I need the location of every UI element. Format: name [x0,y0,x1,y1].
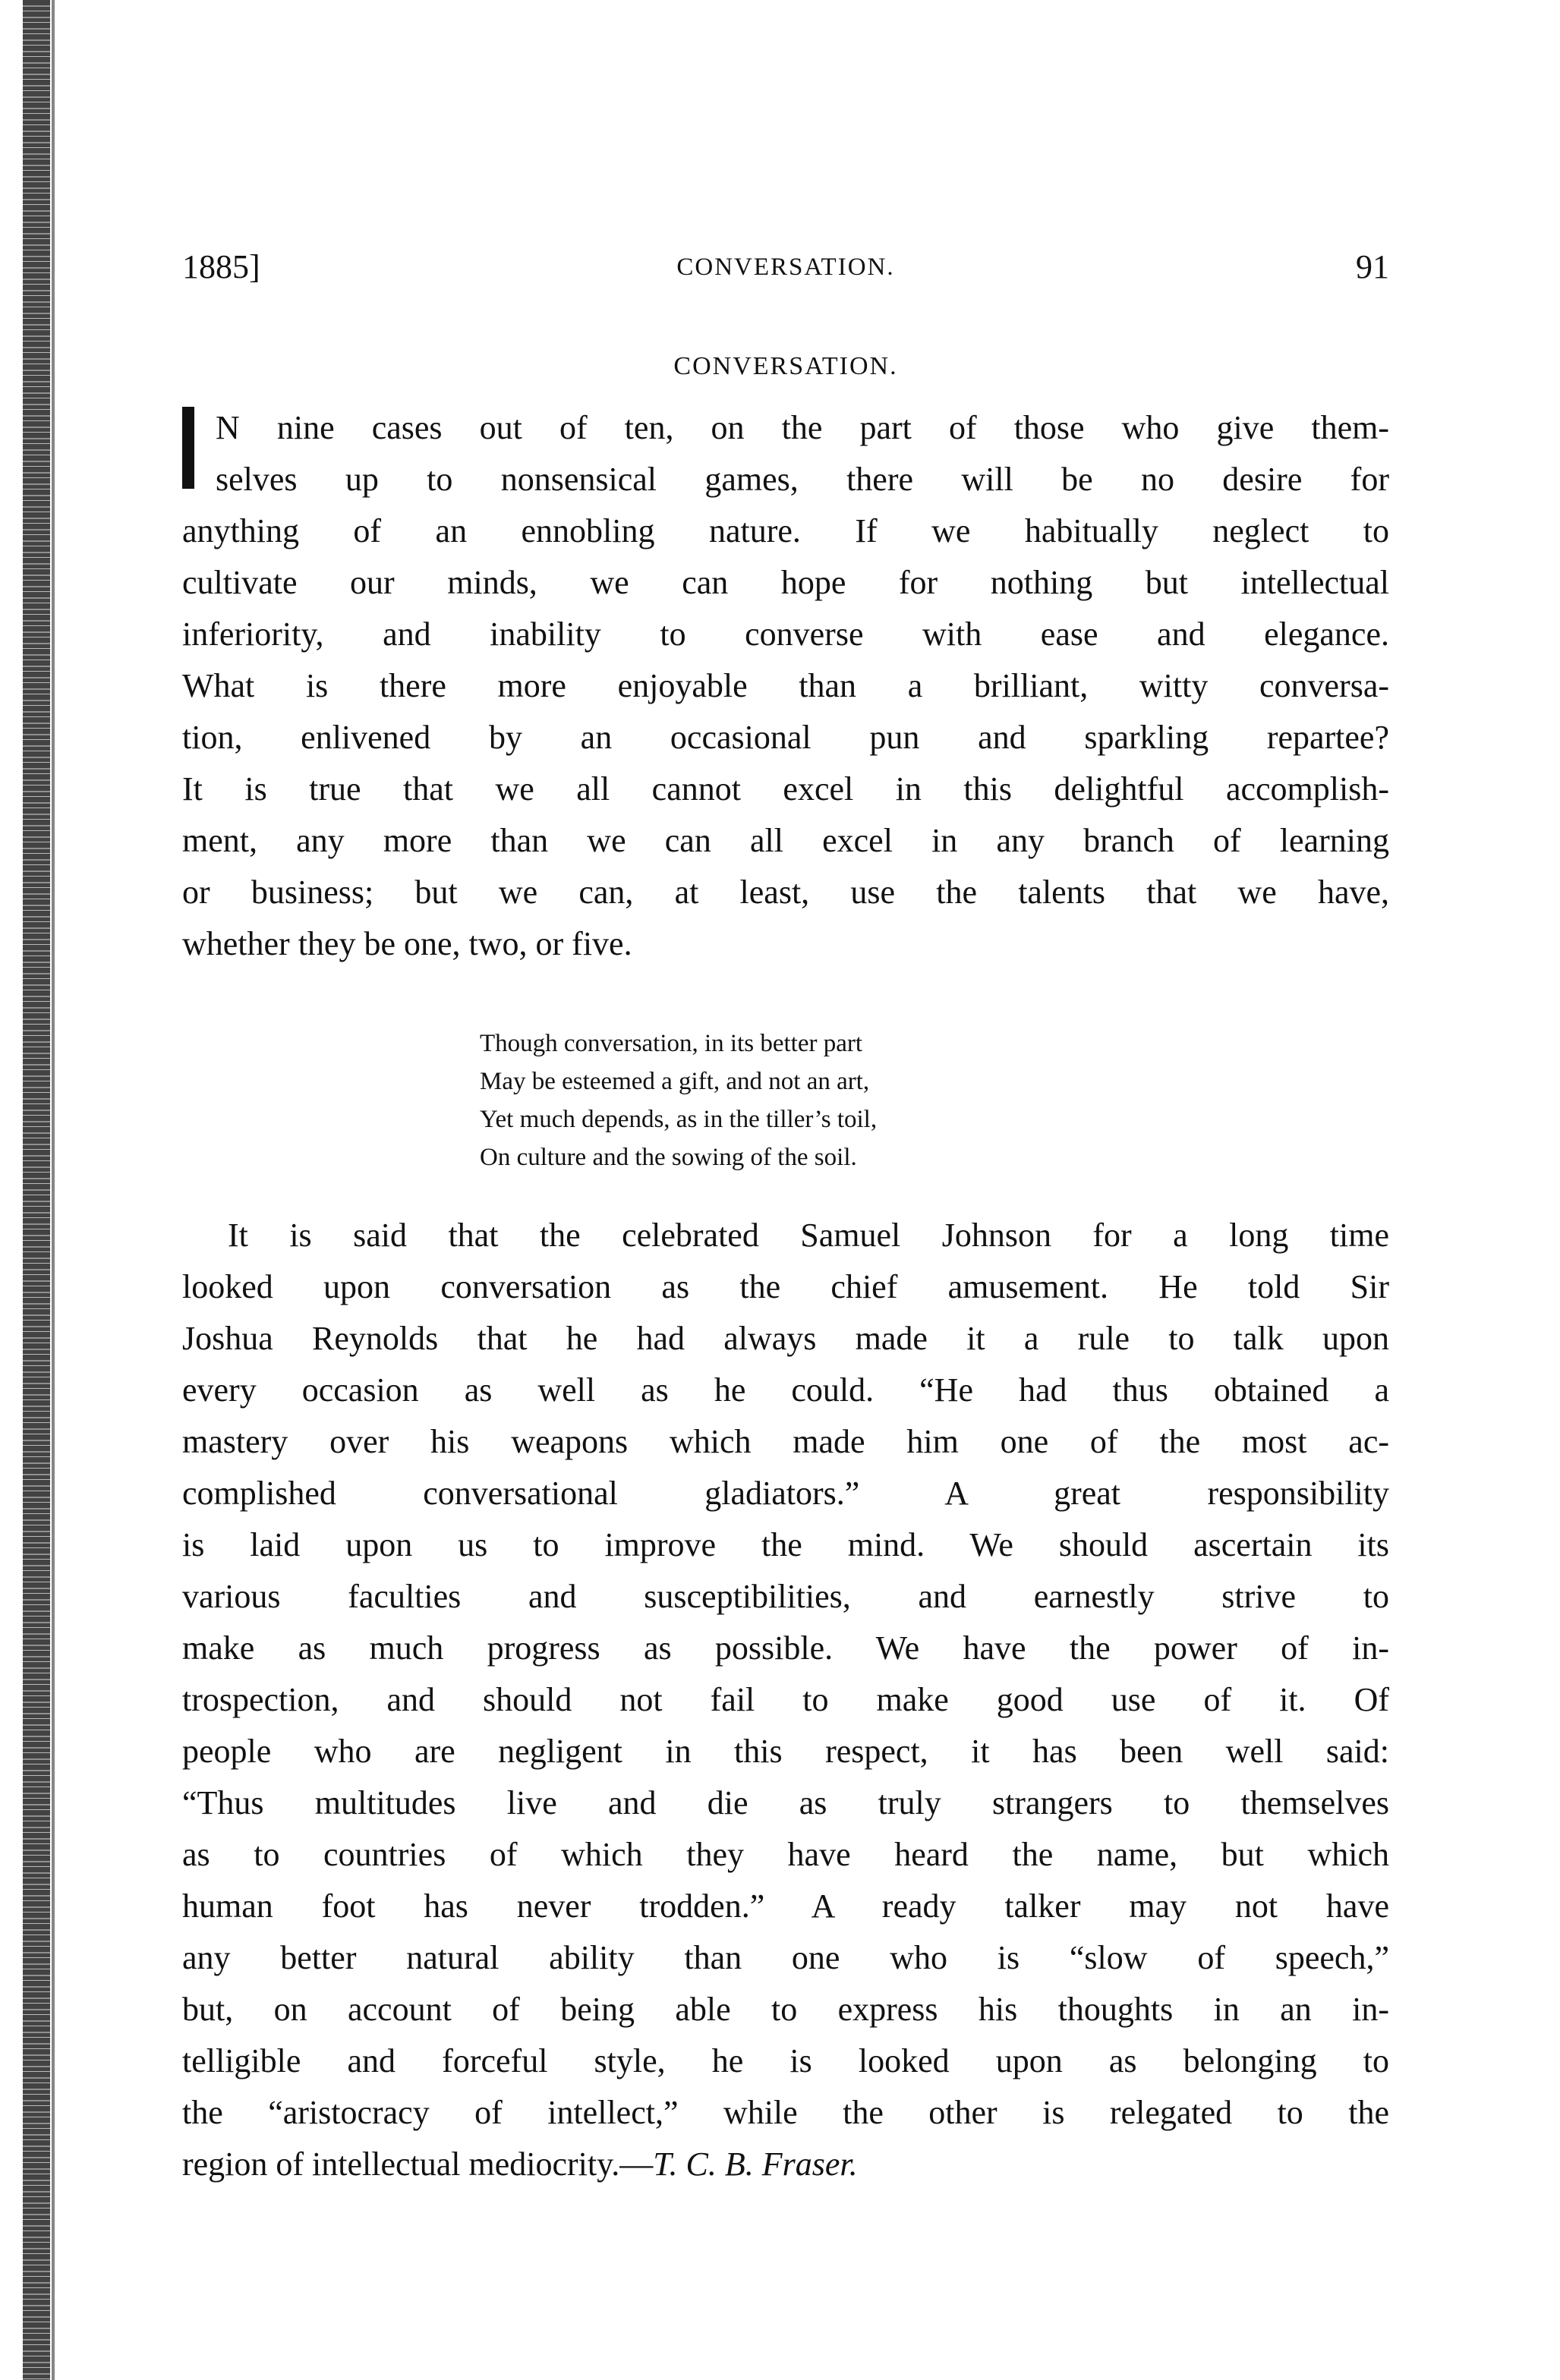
page-binding-edge [23,0,50,2380]
initial-letter-i [182,407,194,489]
paragraph-2-line: any better natural ability than one who is “slow of speech,” [182,1939,1389,1976]
paragraph-2-line: telligible and forceful style, he is looked upon as belonging to [182,2042,1389,2079]
paragraph-2-line: various faculties and susceptibilities, and earnestly strive to [182,1578,1389,1615]
verse-line: Yet much depends, as in the tiller’s toil, [480,1106,878,1133]
paragraph-2-line: people who are negligent in this respect, it has been well said: [182,1733,1389,1770]
paragraph-2-line: Joshua Reynolds that he had always made it a rule to talk upon [182,1320,1389,1357]
paragraph-1-line: selves up to nonsensical games, there will be no desire for [216,461,1389,498]
verse-quotation [480,1025,1087,1188]
paragraph-1-line: tion, enlivened by an occasional pun and sparkling repartee? [182,719,1389,756]
paragraph-2-line: complished conversational gladiators.” A great responsibility [182,1475,1389,1512]
running-head [182,244,1389,290]
paragraph-1 [182,402,1389,987]
paragraph-2-line: is laid upon us to improve the mind. We should ascertain its [182,1526,1389,1563]
paragraph-1-line: whether they be one, two, or five. [182,925,632,962]
paragraph-2-closing-line [182,2139,1389,2190]
paragraph-2-line: every occasion as well as he could. “He had thus obtained a [182,1371,1389,1409]
paragraph-1-line: cultivate our minds, we can hope for nothing but intellectual [182,564,1389,601]
running-head-title: CONVERSATION. [676,253,895,281]
paragraph-1-line: N nine cases out of ten, on the part of those who give them- [216,409,1389,446]
paragraph-2-line: as to countries of which they have heard the name, but which [182,1836,1389,1873]
paragraph-2-line: looked upon conversation as the chief amusement. He told Sir [182,1268,1389,1305]
article-title: CONVERSATION. [673,352,898,380]
paragraph-1-line: What is there more enjoyable than a brilliant, witty conversa- [182,667,1389,704]
paragraph-2-line: human foot has never trodden.” A ready talker may not have [182,1887,1389,1925]
paragraph-2-line: It is said that the celebrated Samuel Johnson for a long time [228,1217,1389,1254]
paragraph-2-line: “Thus multitudes live and die as truly strangers to themselves [182,1784,1389,1821]
verse-line: May be esteemed a gift, and not an art, [480,1068,870,1095]
verse-line: Though conversation, in its better part [480,1030,863,1057]
page-binding-line [52,0,55,2380]
verse-line: On culture and the sowing of the soil. [480,1144,857,1171]
paragraph-2-line: mastery over his weapons which made him one of the most ac- [182,1423,1389,1460]
paragraph-2-line: the “aristocracy of intellect,” while the other is relegated to the [182,2094,1389,2131]
paragraph-2 [182,1210,1389,2249]
page-number: 91 [1356,248,1389,285]
paragraph-1-line: or business; but we can, at least, use the talents that we have, [182,874,1389,911]
paragraph-1-line: inferiority, and inability to converse with ease and elegance. [182,615,1389,653]
running-head-year: 1885] [182,248,260,285]
closing-text: region of intellectual mediocrity.— [182,2145,654,2183]
author-signature: T. C. B. Fraser. [653,2145,858,2183]
paragraph-2-line: make as much progress as possible. We have the power of in- [182,1629,1389,1667]
paragraph-1-line: It is true that we all cannot excel in this delightful accomplish- [182,770,1389,808]
paragraph-2-line: trospection, and should not fail to make good use of it. Of [182,1681,1389,1718]
paragraph-2-line: but, on account of being able to express his thoughts in an in- [182,1991,1389,2028]
paragraph-1-line: ment, any more than we can all excel in any branch of learning [182,822,1389,859]
paragraph-1-line: anything of an ennobling nature. If we habitually neglect to [182,512,1389,549]
